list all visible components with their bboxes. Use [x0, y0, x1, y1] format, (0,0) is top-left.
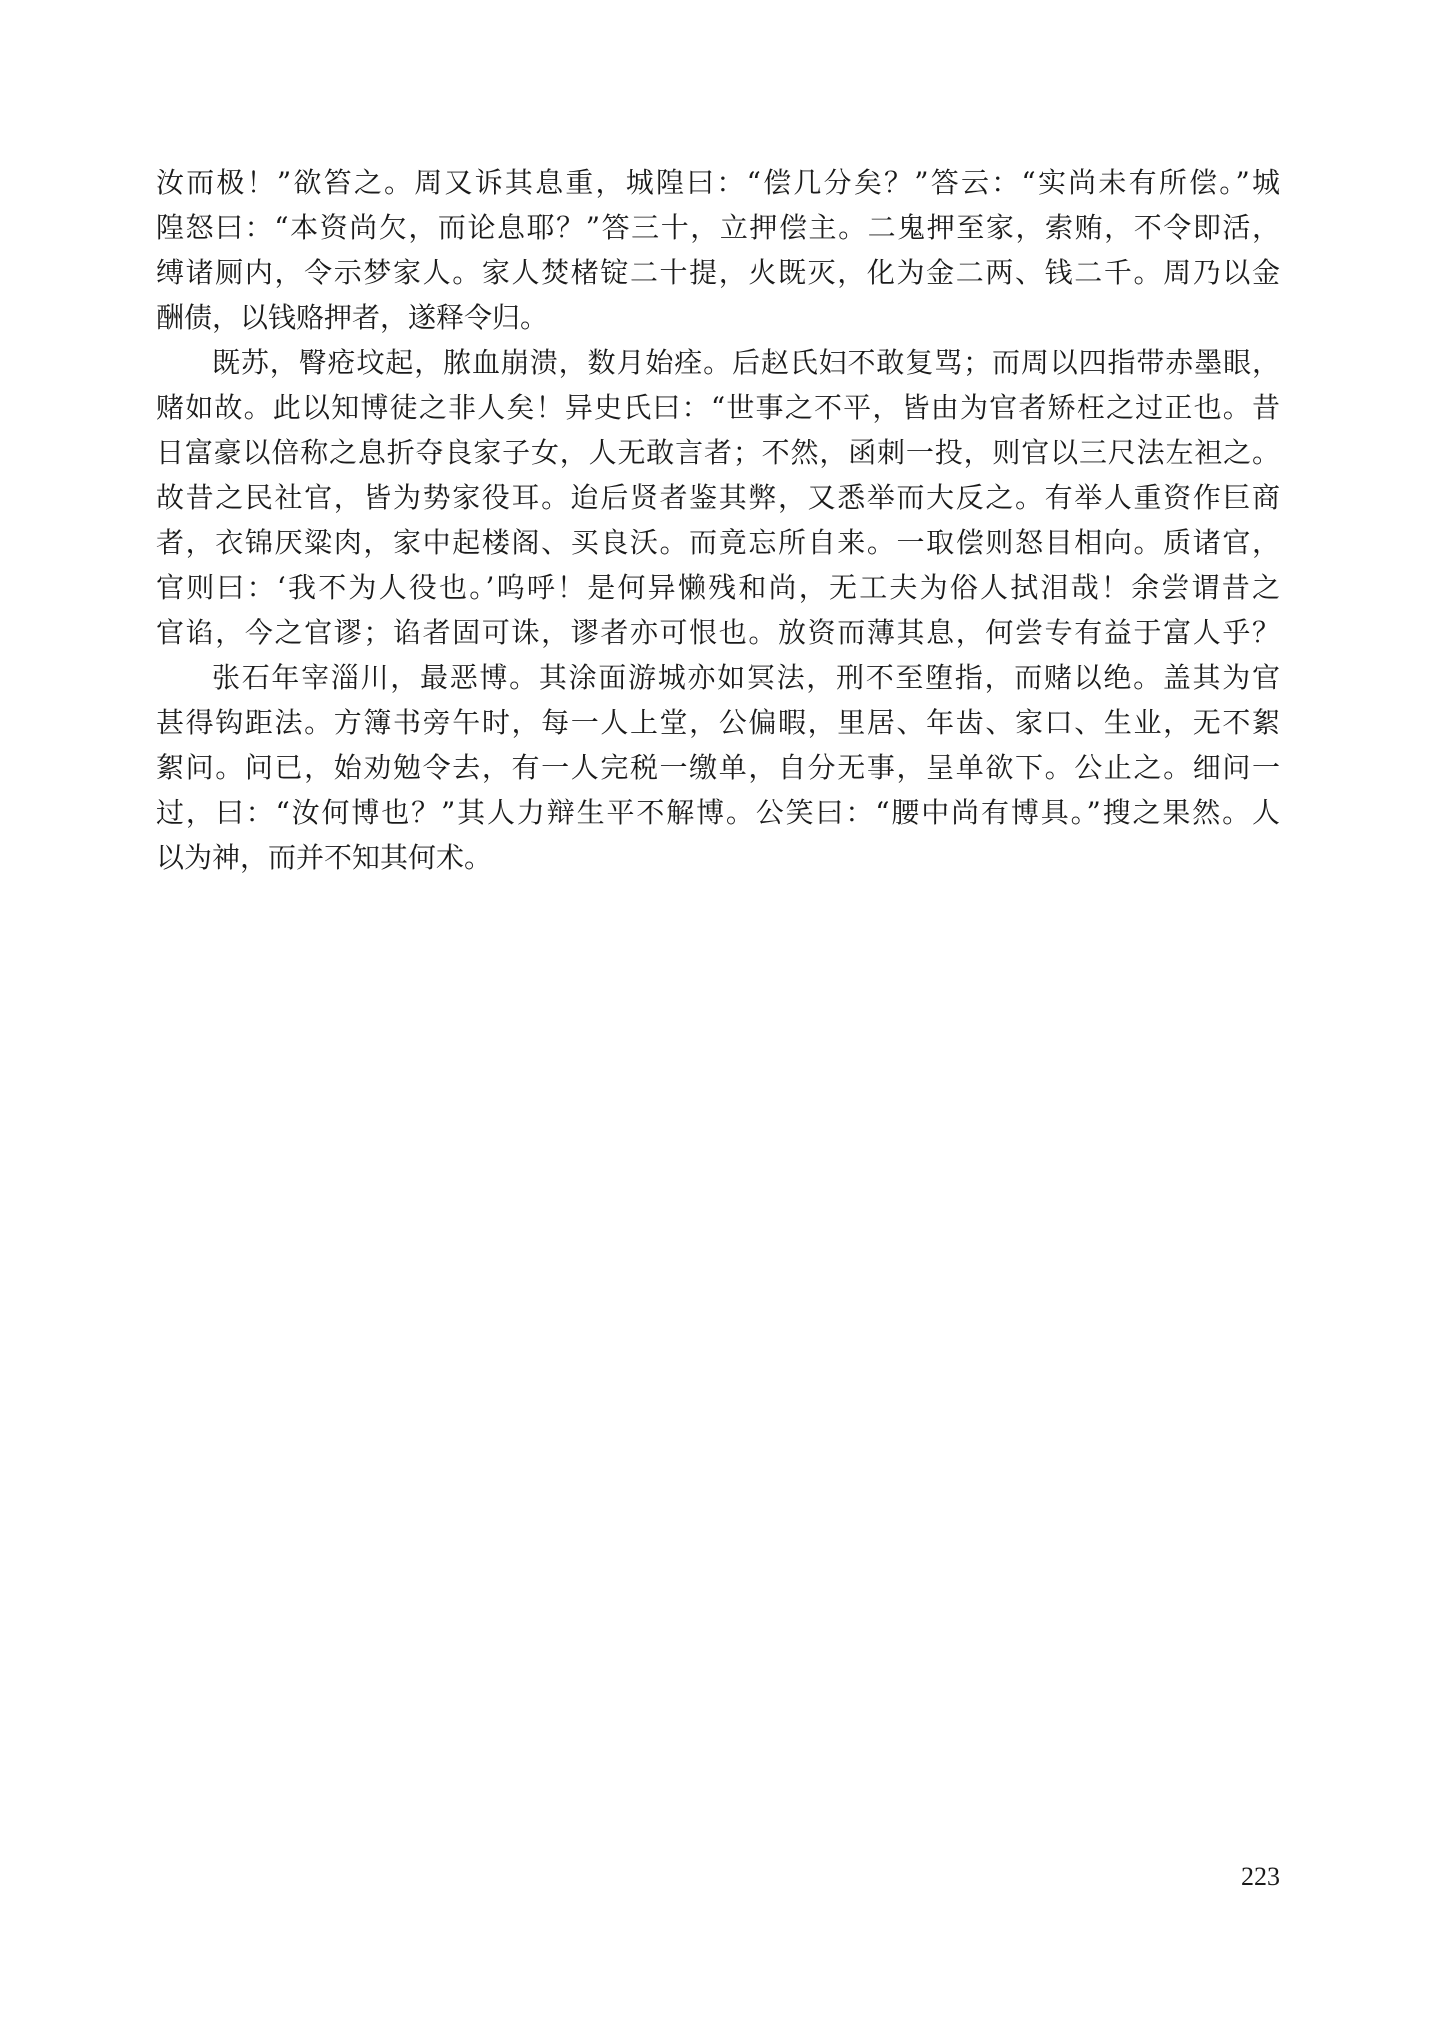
paragraph-2-line-6: 官则曰：‘我不为人役也。’呜呼！是何异懒残和尚，无工夫为俗人拭泪哉！余尝谓昔之	[156, 571, 1280, 604]
paragraph-3-line-1: 张石年宰淄川，最恶博。其涂面游城亦如冥法，刑不至堕指，而赌以绝。盖其为官	[212, 661, 1280, 694]
paragraph-3-line-2: 甚得钩距法。方簿书旁午时，每一人上堂，公偏暇，里居、年齿、家口、生业，无不絮	[156, 706, 1280, 739]
page-number: 223	[1241, 1862, 1280, 1891]
paragraph-3-line-3: 絮问。问已，始劝勉令去，有一人完税一缴单，自分无事，呈单欲下。公止之。细问一	[156, 751, 1280, 784]
paragraph-3-line-5: 以为神，而并不知其何术。	[156, 841, 493, 874]
paragraph-2-line-1: 既苏，臀疮坟起，脓血崩溃，数月始痊。后赵氏妇不敢复骂；而周以四指带赤墨眼，	[212, 346, 1280, 379]
paragraph-2-line-4: 故昔之民社官，皆为势家役耳。迨后贤者鉴其弊，又悉举而大反之。有举人重资作巨商	[156, 481, 1280, 514]
paragraph-1-line-2: 隍怒曰：“本资尚欠，而论息耶？”答三十，立押偿主。二鬼押至家，索贿，不令即活，	[156, 211, 1280, 244]
body-text	[156, 160, 1280, 880]
paragraph-2-line-7: 官谄，今之官谬；谄者固可诛，谬者亦可恨也。放资而薄其息，何尝专有益于富人乎？	[156, 616, 1280, 649]
paragraph-1-line-1: 汝而极！”欲笞之。周又诉其息重，城隍曰：“偿几分矣？”答云：“实尚未有所偿。”城	[156, 166, 1280, 199]
paragraph-1-line-3: 缚诸厕内，令示梦家人。家人焚楮锭二十提，火既灭，化为金二两、钱二千。周乃以金	[156, 256, 1280, 289]
paragraph-2-line-2: 赌如故。此以知博徒之非人矣！异史氏曰：“世事之不平，皆由为官者矫枉之过正也。昔	[156, 391, 1280, 424]
paragraph-1-line-4: 酬债，以钱赂押者，遂释令归。	[156, 301, 549, 334]
paragraph-2-line-3: 日富豪以倍称之息折夺良家子女，人无敢言者；不然，函刺一投，则官以三尺法左袒之。	[156, 436, 1280, 469]
paragraph-3-line-4: 过，曰：“汝何博也？”其人力辩生平不解博。公笑曰：“腰中尚有博具。”搜之果然。人	[156, 796, 1280, 829]
paragraph-2-line-5: 者，衣锦厌粱肉，家中起楼阁、买良沃。而竟忘所自来。一取偿则怒目相向。质诸官，	[156, 526, 1280, 559]
